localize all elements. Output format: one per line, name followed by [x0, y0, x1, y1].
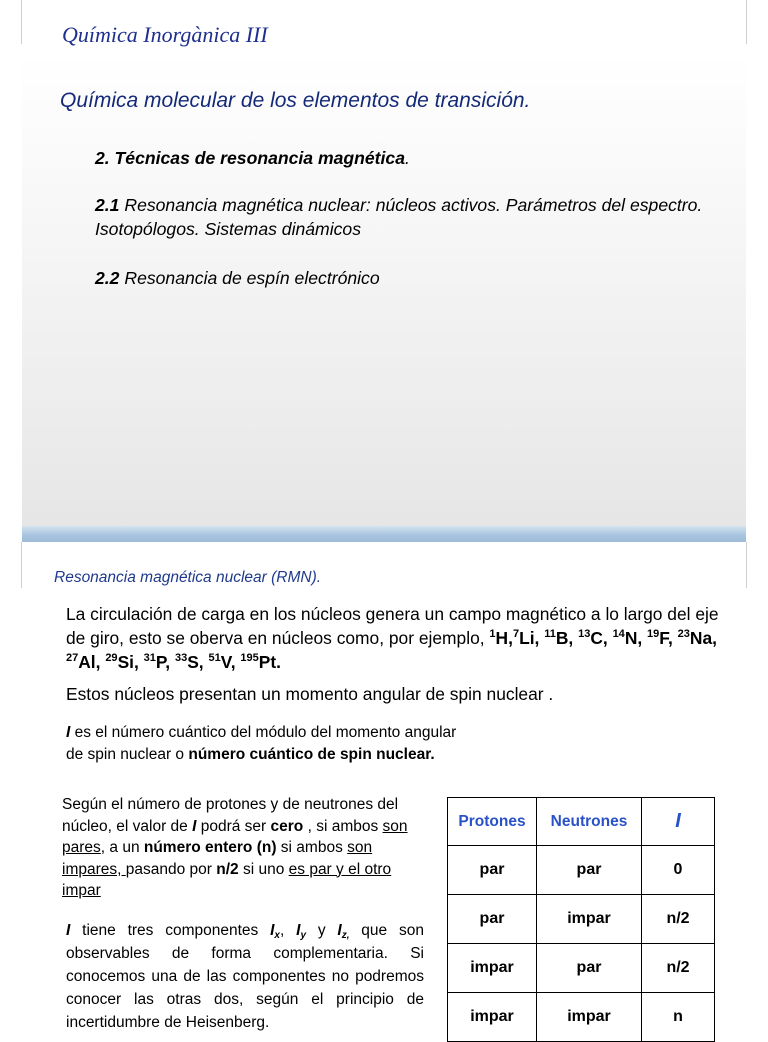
- rules-cero: cero: [270, 817, 304, 835]
- slide-separator-band: [22, 526, 746, 542]
- component-iy-sub: y: [300, 930, 306, 941]
- component-iz: I: [337, 922, 342, 939]
- table-row: [448, 944, 715, 993]
- rules-underline-2: son impares,: [62, 839, 373, 878]
- nucleus-mass: 13: [578, 628, 591, 640]
- nucleus-symbol: S,: [187, 652, 209, 672]
- table-cell: par: [448, 895, 537, 944]
- table-cell: impar: [537, 993, 642, 1042]
- table-row: [448, 993, 715, 1042]
- table-row: [448, 895, 715, 944]
- nucleus-n: [613, 628, 647, 648]
- slide-1-right-edge: [746, 0, 747, 44]
- table-cell: n/2: [642, 895, 715, 944]
- slide-1-left-edge: [21, 0, 22, 44]
- nucleus-symbol: Si,: [117, 652, 144, 672]
- component-iz-sub: z,: [341, 930, 350, 941]
- nucleus-symbol: Al,: [78, 652, 106, 672]
- intro-paragraph: [66, 602, 726, 674]
- nucleus-mass: 1: [489, 628, 496, 640]
- nucleus-mass: 19: [647, 628, 660, 640]
- rules-text-7: si uno: [238, 860, 289, 878]
- nucleus-mass: 31: [143, 652, 156, 664]
- nucleus-symbol: Na,: [689, 628, 717, 648]
- nucleus-f: [647, 628, 678, 648]
- rules-underline-1: son pares: [62, 817, 408, 856]
- table-cell: n/2: [642, 944, 715, 993]
- rules-n2: n/2: [216, 860, 239, 878]
- components-paragraph: [66, 919, 424, 1034]
- nucleus-symbol: Pt.: [258, 652, 281, 672]
- section-2-tail: .: [405, 148, 410, 168]
- components-sep-2: y: [306, 922, 338, 939]
- table-cell: par: [448, 846, 537, 895]
- nucleus-symbol: P,: [155, 652, 175, 672]
- rules-text-1: Según el número de protones y de neutrones del núcleo, el valor de: [62, 796, 399, 835]
- table-cell: impar: [537, 895, 642, 944]
- header-protones: Protones: [448, 798, 537, 846]
- nucleus-s: [175, 652, 209, 672]
- main-title: Química molecular de los elementos de transición.: [60, 89, 531, 112]
- components-spin-symbol: I: [66, 922, 71, 939]
- nucleus-h: [489, 628, 513, 648]
- rmn-title: Resonancia magnética nuclear (RMN).: [54, 569, 322, 586]
- slide-2: [22, 542, 746, 1031]
- section-2-1-number: 2.1: [95, 195, 120, 215]
- component-iy: I: [296, 922, 301, 939]
- nucleus-symbol: V,: [220, 652, 241, 672]
- rules-text-4: , a un: [100, 839, 144, 856]
- nucleus-pt: [240, 652, 281, 672]
- rules-text-3: , si ambos: [303, 817, 383, 835]
- intro-text: La circulación de carga en los núcleos genera un campo magnético a lo largo del eje de giro, esto se oberva en núcleos como, por ejemplo,: [66, 604, 719, 648]
- table-cell: 0: [642, 846, 715, 895]
- nucleus-mass: 33: [174, 652, 188, 664]
- rules-text-2: podrá ser: [196, 817, 271, 835]
- components-sep-1: ,: [279, 922, 297, 939]
- slide-1: [22, 0, 746, 526]
- section-2-1: [95, 193, 720, 241]
- table-row: [448, 846, 715, 895]
- spin-symbol: I: [66, 724, 71, 741]
- nucleus-symbol: H,: [495, 628, 513, 648]
- rules-underline-3: es par y el otro impar: [62, 860, 392, 899]
- rules-entero: número entero (n): [143, 839, 277, 856]
- section-2: [95, 146, 720, 170]
- table-header-row: [448, 798, 715, 846]
- nucleus-symbol: N,: [624, 628, 648, 648]
- nucleus-c: [578, 628, 612, 648]
- nucleus-si: [105, 652, 143, 672]
- table-cell: n: [642, 993, 715, 1042]
- components-text-1: tiene tres componentes: [70, 922, 271, 939]
- header-neutrones: Neutrones: [537, 798, 642, 846]
- nucleus-mass: 27: [66, 652, 79, 664]
- nucleus-symbol: C,: [590, 628, 613, 648]
- rules-text-5: si ambos: [276, 839, 348, 856]
- section-2-2-text: Resonancia de espín electrónico: [119, 268, 380, 288]
- slide-2-left-edge: [21, 542, 22, 588]
- nucleus-mass: 51: [208, 652, 221, 664]
- rules-spin-symbol: I: [192, 817, 197, 835]
- section-2-2-number: 2.2: [95, 268, 120, 288]
- nucleus-p: [144, 652, 175, 672]
- spin-definition-text: es el número cuántico del módulo del momento angular de spin nuclear o: [66, 724, 457, 763]
- table-cell: impar: [448, 993, 537, 1042]
- page-margin-left: [0, 0, 22, 1024]
- rules-text-6: pasando por: [125, 860, 217, 878]
- spin-rules-paragraph: [62, 794, 432, 902]
- components-text-2: que son observables de forma complementaria. Si conocemos una de las componentes no podremos conocer las otras dos, según el principio de incertidumbre de Heisenberg.: [66, 922, 424, 1031]
- slide-2-right-edge: [746, 542, 747, 588]
- nucleus-mass: 14: [612, 628, 625, 640]
- nucleus-v: [208, 652, 240, 672]
- nucleus-li: [513, 628, 544, 648]
- nucleus-symbol: B,: [555, 628, 579, 648]
- nucleus-mass: 195: [240, 652, 259, 664]
- nucleus-na: [678, 628, 717, 648]
- table-cell: par: [537, 846, 642, 895]
- header-spin: I: [642, 798, 715, 846]
- table-cell: impar: [448, 944, 537, 993]
- page-margin-right: [746, 0, 768, 1024]
- nucleus-symbol: F,: [659, 628, 678, 648]
- nucleus-b: [544, 628, 578, 648]
- nucleus-mass: 29: [105, 652, 118, 664]
- nucleus-al: [66, 652, 105, 672]
- nucleus-symbol: Li,: [519, 628, 545, 648]
- table-cell: par: [537, 944, 642, 993]
- course-title: Química Inorgànica III: [62, 22, 268, 47]
- angular-momentum-text: Estos núcleos presentan un momento angular de spin nuclear .: [66, 684, 554, 704]
- nucleus-mass: 7: [512, 628, 520, 640]
- spin-parity-table: [447, 797, 715, 1042]
- nucleus-mass: 23: [677, 628, 690, 640]
- section-2-1-text: Resonancia magnética nuclear: núcleos activos. Parámetros del espectro. Isotopólogos. Sistemas dinámicos: [95, 195, 703, 239]
- section-2-2: [95, 266, 720, 290]
- spin-number-definition: [66, 722, 466, 765]
- component-ix-sub: x: [274, 930, 280, 941]
- component-ix: I: [270, 922, 275, 939]
- nucleus-mass: 11: [544, 628, 556, 640]
- section-2-label: 2. Técnicas de resonancia magnética: [95, 148, 405, 168]
- spin-definition-bold: número cuántico de spin nuclear.: [188, 745, 435, 763]
